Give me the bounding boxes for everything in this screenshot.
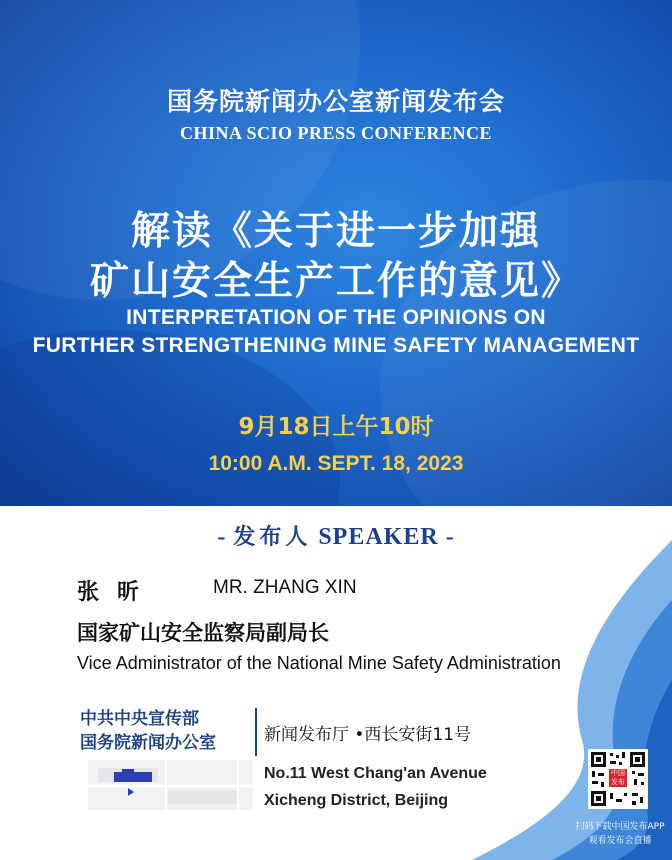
qr-caption <box>565 820 672 848</box>
location-map <box>88 760 253 810</box>
main-title-en-line1: INTERPRETATION OF THE OPINIONS ON <box>126 306 546 329</box>
organizer-title-cn: 国务院新闻办公室新闻发布会 <box>166 87 505 116</box>
qr-code[interactable] <box>588 749 648 809</box>
speaker-heading-dash-right: - <box>445 524 455 550</box>
main-title-en-line2: FURTHER STRENGTHENING MINE SAFETY MANAGEMENT <box>32 334 640 357</box>
main-title-cn-line2: 矿山安全生产工作的意见》 <box>89 259 582 304</box>
speaker-heading-en: SPEAKER <box>318 524 439 550</box>
speaker-name-cn: 张昕 <box>77 579 158 605</box>
address-line2: Xicheng District, Beijing <box>264 792 449 809</box>
organizer-line1: 中共中央宣传部 <box>80 709 199 729</box>
main-title-cn-line1: 解读《关于进一步加强 <box>130 209 541 254</box>
organizer-title-en: CHINA SCIO PRESS CONFERENCE <box>179 123 493 143</box>
speaker-heading-cn: 发布人 <box>233 524 312 550</box>
date-cn: 9月18日上午10时 <box>238 414 434 440</box>
speaker-heading <box>0 520 672 551</box>
speaker-title-cn: 国家矿山安全监察局副局长 <box>77 620 329 645</box>
qr-caption-line1: 扫码下载中国发布APP <box>575 822 665 832</box>
decorative-wave <box>412 540 672 860</box>
qr-badge-text: 中国发布 <box>611 769 625 786</box>
speaker-title-en: Vice Administrator of the National Mine Safety Administration <box>77 653 561 673</box>
venue-cn: 新闻发布厅 •西长安街11号 <box>264 725 472 745</box>
divider <box>255 708 257 756</box>
organizers <box>80 707 255 755</box>
organizer-line2: 国务院新闻办公室 <box>80 733 216 753</box>
speaker-heading-dash-left: - <box>217 524 227 550</box>
date-en: 10:00 A.M. SEPT. 18, 2023 <box>208 452 464 475</box>
qr-caption-line2: 观看发布会直播 <box>588 836 652 846</box>
address-line1: No.11 West Chang'an Avenue <box>264 765 487 782</box>
speaker-name-en: MR. ZHANG XIN <box>213 577 357 598</box>
